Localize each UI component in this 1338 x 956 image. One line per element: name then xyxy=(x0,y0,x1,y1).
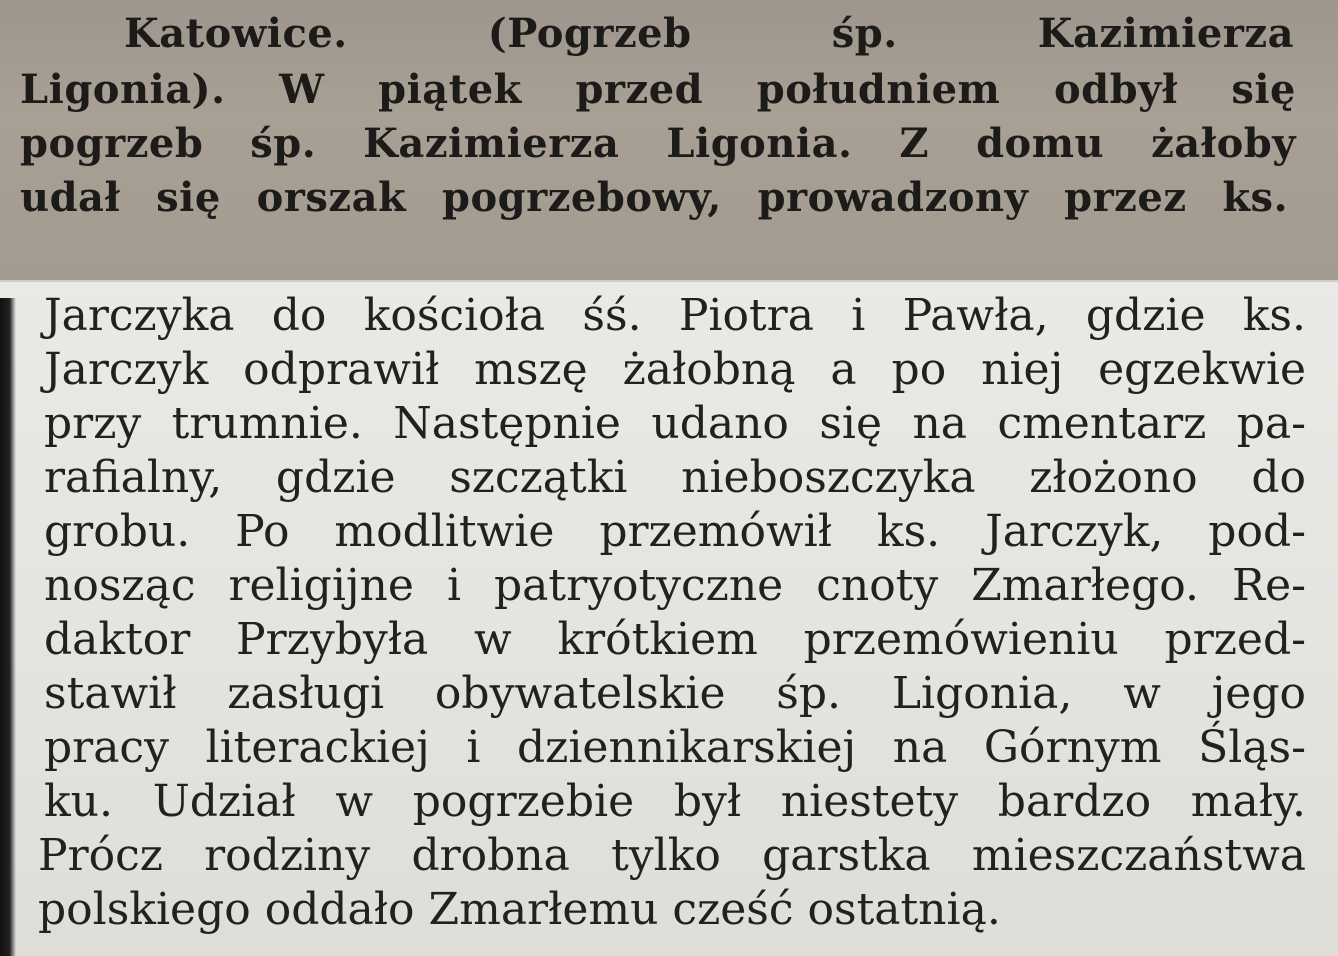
bottom-line-3-text: przy trumnie. Następnie udano się na cmentarz pa- xyxy=(44,398,1306,449)
bottom-line-10-text: ku. Udział w pogrzebie był niestety bardzo mały. xyxy=(44,776,1306,827)
top-line-2 xyxy=(20,66,1296,113)
bottom-line-2 xyxy=(44,344,1306,395)
bottom-line-7 xyxy=(44,614,1306,665)
bottom-line-9 xyxy=(44,722,1306,773)
bottom-line-3 xyxy=(44,398,1306,449)
top-clipping xyxy=(0,0,1338,282)
bottom-line-12 xyxy=(38,884,1001,935)
bottom-line-6-text: nosząc religijne i patryotyczne cnoty Zmarłego. Re- xyxy=(44,560,1306,611)
bottom-line-1 xyxy=(44,290,1306,341)
top-line-4 xyxy=(20,174,1288,221)
top-line-1-text: Katowice. (Pogrzeb śp. Kazimierza xyxy=(124,10,1294,57)
bottom-line-1-text: Jarczyka do kościoła śś. Piotra i Pawła, gdzie ks. xyxy=(44,290,1306,341)
bottom-line-7-text: daktor Przybyła w krótkiem przemówieniu przed- xyxy=(44,614,1306,665)
bottom-line-11-text: Prócz rodziny drobna tylko garstka mieszczaństwa xyxy=(38,830,1306,881)
bottom-line-11 xyxy=(38,830,1306,881)
bottom-line-4-text: rafialny, gdzie szczątki nieboszczyka złożono do xyxy=(44,452,1306,503)
top-line-2-text: Ligonia). W piątek przed południem odbył się xyxy=(20,66,1296,113)
bottom-line-9-text: pracy literackiej i dziennikarskiej na Górnym Śląs- xyxy=(44,722,1306,773)
bottom-clipping xyxy=(0,282,1338,956)
bottom-line-5-text: grobu. Po modlitwie przemówił ks. Jarczyk, pod- xyxy=(44,506,1306,557)
bottom-line-8-text: stawił zasługi obywatelskie śp. Ligonia, w jego xyxy=(44,668,1306,719)
bottom-line-2-text: Jarczyk odprawił mszę żałobną a po niej egzekwie xyxy=(44,344,1306,395)
bottom-line-6 xyxy=(44,560,1306,611)
bottom-line-10 xyxy=(44,776,1306,827)
top-line-3 xyxy=(20,120,1296,167)
bottom-line-8 xyxy=(44,668,1306,719)
bottom-line-5 xyxy=(44,506,1306,557)
bottom-line-4 xyxy=(44,452,1306,503)
top-line-1 xyxy=(124,10,1294,57)
top-line-3-text: pogrzeb śp. Kazimierza Ligonia. Z domu żałoby xyxy=(20,120,1296,167)
top-line-4-text: udał się orszak pogrzebowy, prowadzony przez ks. xyxy=(20,174,1288,221)
scan-left-edge xyxy=(0,298,16,956)
bottom-line-12-text: polskiego oddało Zmarłemu cześć ostatnią. xyxy=(38,884,1001,935)
